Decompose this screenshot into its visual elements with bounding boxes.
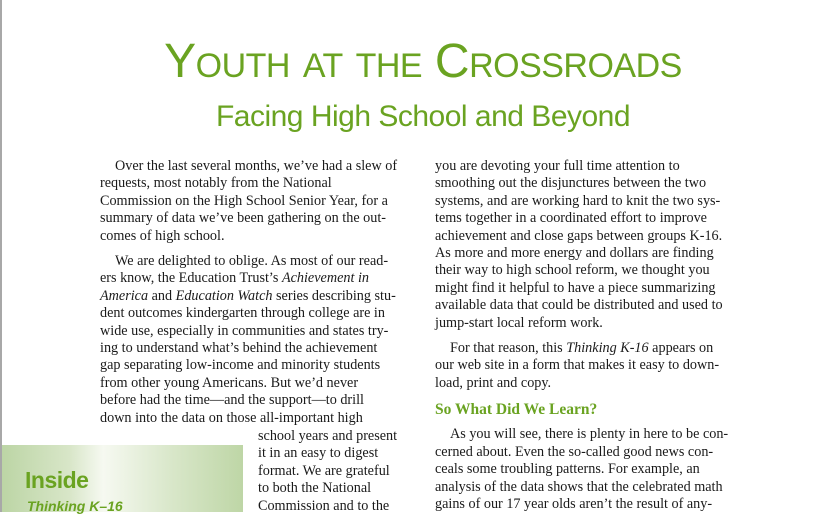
text-run: For that reason, this [450, 340, 567, 357]
text-line: before had the time—and the support—to drill [100, 392, 364, 409]
inside-sidebar-title: Inside [25, 467, 89, 493]
text-line: requests, most notably from the National [100, 175, 332, 192]
learn-paragraph [435, 426, 765, 513]
text-run: appears on [648, 340, 714, 357]
text-line: Over the last several months, we’ve had a slew of [115, 158, 398, 174]
text-line: down into the data on those all-important high [100, 409, 363, 426]
text-line: school years and present [258, 428, 398, 444]
text-run: and [148, 287, 176, 304]
publication-title: Achievement in [281, 270, 369, 287]
column-1-wrap [258, 428, 428, 515]
text-line: Commission and to the [258, 497, 390, 514]
intro-paragraph [100, 158, 420, 245]
text-line: dent outcomes kindergarten through college are in [100, 305, 385, 322]
text-line: it in an easy to digest [258, 445, 379, 462]
text-line: gap separating low-income and minority students [100, 357, 381, 374]
text-line: from other young Americans. But we’d never [100, 374, 359, 391]
text-line: ceals some troubling patterns. For example, an [435, 461, 700, 478]
text-run: series describing stu- [272, 287, 396, 304]
text-line: their way to high school reform, we thought you [435, 262, 710, 279]
text-line: to both the National [258, 480, 372, 497]
section-heading: So What Did We Learn? [435, 401, 598, 419]
text-line: tems together in a coordinated effort to improve [435, 210, 707, 227]
text-line: We are delighted to oblige. As most of our read- [115, 253, 389, 270]
text-line: Commission on the High School Senior Year, for a [100, 192, 388, 209]
text-line: jump-start local reform work. [435, 314, 603, 331]
text-line [435, 340, 765, 357]
text-line: our web site in a form that makes it easy to down- [435, 357, 720, 374]
page-subtitle: Facing High School and Beyond [215, 100, 631, 133]
text-line: you are devoting your full time attention to [435, 158, 680, 174]
text-line: format. We are grateful [258, 462, 390, 479]
publication-title: Thinking K-16 [566, 340, 649, 357]
text-line: systems, and are working hard to knit the two sys- [435, 192, 721, 209]
column-2 [435, 158, 765, 521]
oblige-paragraph [100, 253, 420, 427]
text-line: might find it helpful to have a piece summarizing [435, 279, 716, 296]
publication-title: Education Watch [175, 287, 273, 304]
text-line: cerned about. Even the so-called good news con- [435, 443, 714, 460]
text-line: smoothing out the disjunctures between the two [435, 175, 707, 192]
text-line: ing to understand what’s behind the achievement [100, 340, 378, 357]
inside-sidebar-subtitle: Thinking K–16 [27, 498, 123, 514]
publication-title: America [100, 287, 149, 304]
text-line: gains of our 17 year olds aren’t the result of any- [435, 495, 713, 512]
text-line: As you will see, there is plenty in here to be con- [450, 426, 729, 443]
text-line: available data that could be distributed and used to [435, 297, 723, 314]
text-line: achievement and close gaps between groups K-16. [435, 227, 723, 244]
text-line: As more and more energy and dollars are finding [435, 245, 714, 262]
continued-paragraph [435, 158, 765, 332]
text-line [100, 288, 420, 305]
text-line: wide use, especially in communities and states try- [100, 322, 389, 339]
column-1 [100, 158, 420, 435]
reason-paragraph [435, 340, 765, 392]
page-title: Youth at the Crossroads [164, 35, 682, 88]
text-line [100, 270, 420, 287]
text-line: summary of data we’ve been gathering on the out- [100, 210, 387, 227]
text-line: analysis of the data shows that the celebrated math [435, 478, 723, 495]
text-run: ers know, the Education Trust’s [100, 270, 282, 287]
text-line: load, print and copy. [435, 374, 552, 391]
text-line: comes of high school. [100, 227, 225, 244]
